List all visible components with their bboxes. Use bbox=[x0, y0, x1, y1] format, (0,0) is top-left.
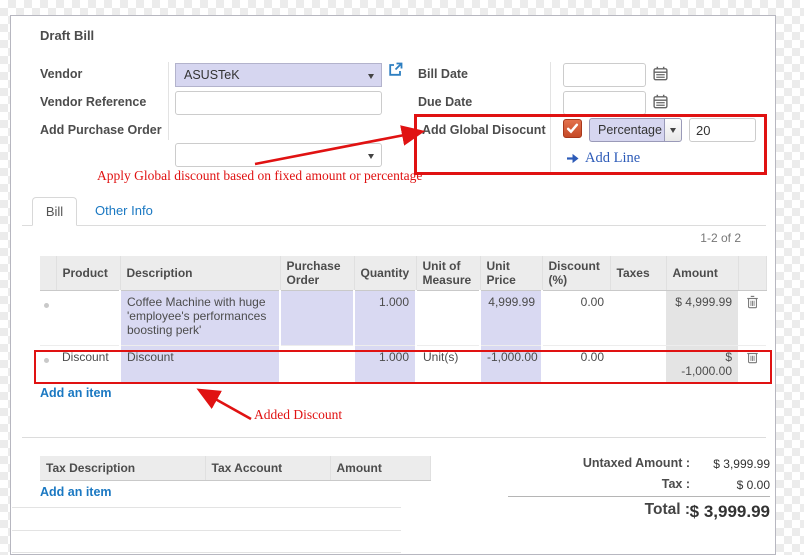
cell-taxes[interactable] bbox=[610, 291, 666, 346]
empty-row-line bbox=[12, 507, 401, 508]
discount-amount-input[interactable] bbox=[689, 118, 756, 142]
total-label: Total : bbox=[644, 501, 690, 518]
handle-column-header bbox=[40, 256, 56, 291]
untaxed-amount-value: $ 3,999.99 bbox=[713, 457, 770, 471]
cell-delete[interactable] bbox=[738, 346, 766, 383]
tab-other-info[interactable]: Other Info bbox=[95, 203, 153, 218]
cell-unit-price[interactable]: -1,000.00 bbox=[480, 346, 542, 383]
col-unit-of-measure: Unit of Measure bbox=[416, 256, 480, 291]
page-title: Draft Bill bbox=[40, 28, 95, 43]
tab-bill[interactable] bbox=[32, 197, 77, 226]
bill-date-label: Bill Date bbox=[418, 67, 469, 81]
cell-taxes[interactable] bbox=[610, 346, 666, 383]
arrow-right-icon bbox=[567, 153, 579, 164]
col-tax-amount: Amount bbox=[330, 456, 430, 481]
tax-label: Tax : bbox=[661, 477, 690, 491]
col-amount: Amount bbox=[666, 256, 738, 291]
col-taxes: Taxes bbox=[610, 256, 666, 291]
add-line-label: Add Line bbox=[585, 150, 641, 166]
lines-header-row bbox=[40, 256, 766, 291]
untaxed-amount-label: Untaxed Amount : bbox=[582, 456, 690, 470]
cell-unit-price[interactable]: 4,999.99 bbox=[480, 291, 542, 346]
vendor-select[interactable] bbox=[175, 63, 382, 87]
chevron-down-icon bbox=[368, 74, 374, 79]
add-line-link[interactable] bbox=[567, 150, 640, 167]
cell-discount[interactable]: 0.00 bbox=[542, 346, 610, 383]
empty-row-line bbox=[12, 552, 401, 553]
col-tax-description: Tax Description bbox=[40, 456, 205, 481]
tax-lines-table bbox=[40, 456, 431, 481]
cell-description[interactable]: Discount bbox=[120, 346, 280, 383]
vendor-reference-label: Vendor Reference bbox=[40, 95, 147, 109]
vendor-reference-input[interactable] bbox=[175, 91, 382, 115]
cell-uom[interactable] bbox=[416, 291, 480, 346]
cell-discount[interactable]: 0.00 bbox=[542, 291, 610, 346]
col-delete bbox=[738, 256, 766, 291]
global-discount-annotation: Apply Global discount based on fixed amount or percentage bbox=[97, 168, 423, 183]
global-discount-checkbox[interactable] bbox=[563, 119, 582, 138]
label-column-divider-right bbox=[550, 62, 551, 174]
section-divider bbox=[22, 437, 766, 438]
calendar-icon[interactable] bbox=[653, 66, 668, 81]
vendor-label: Vendor bbox=[40, 67, 83, 81]
col-product: Product bbox=[56, 256, 120, 291]
cell-uom[interactable]: Unit(s) bbox=[416, 346, 480, 383]
cell-quantity[interactable]: 1.000 bbox=[354, 291, 416, 346]
due-date-input[interactable] bbox=[563, 91, 646, 115]
col-discount: Discount (%) bbox=[542, 256, 610, 291]
cell-purchase-order[interactable] bbox=[280, 346, 354, 383]
checkmark-icon bbox=[566, 122, 579, 135]
pager: 1-2 of 2 bbox=[700, 231, 741, 245]
discount-type-select[interactable] bbox=[589, 118, 682, 142]
invoice-lines-table bbox=[40, 256, 767, 383]
discount-type-dropdown-button[interactable] bbox=[664, 118, 682, 142]
col-unit-price: Unit Price bbox=[480, 256, 542, 291]
cell-product[interactable]: Discount bbox=[56, 346, 120, 383]
tabs-bottom-border bbox=[22, 225, 766, 226]
drag-handle[interactable] bbox=[40, 291, 56, 346]
tax-add-item-link[interactable]: Add an item bbox=[40, 485, 112, 499]
bill-date-input[interactable] bbox=[563, 63, 646, 87]
chevron-down-icon bbox=[670, 128, 676, 133]
added-discount-annotation: Added Discount bbox=[254, 407, 343, 422]
tax-header-row bbox=[40, 456, 430, 481]
trash-icon[interactable] bbox=[746, 350, 759, 364]
table-row bbox=[40, 346, 766, 383]
due-date-label: Due Date bbox=[418, 95, 473, 109]
cell-purchase-order[interactable] bbox=[280, 291, 354, 346]
col-tax-account: Tax Account bbox=[205, 456, 330, 481]
calendar-icon[interactable] bbox=[653, 94, 668, 109]
drag-handle[interactable] bbox=[40, 346, 56, 383]
add-purchase-order-label: Add Purchase Order bbox=[40, 123, 162, 137]
cell-quantity[interactable]: 1.000 bbox=[354, 346, 416, 383]
col-purchase-order: Purchase Order bbox=[280, 256, 354, 291]
col-description: Description bbox=[120, 256, 280, 291]
tax-value: $ 0.00 bbox=[736, 478, 770, 492]
trash-icon[interactable] bbox=[746, 295, 759, 309]
cell-amount: $ 4,999.99 bbox=[666, 291, 738, 346]
col-quantity: Quantity bbox=[354, 256, 416, 291]
cell-description[interactable]: Coffee Machine with huge 'employee's performances boosting perk' bbox=[120, 291, 280, 346]
cell-delete[interactable] bbox=[738, 291, 766, 346]
empty-row-line bbox=[12, 530, 401, 531]
external-link-icon[interactable] bbox=[387, 61, 404, 78]
cell-amount: $ -1,000.00 bbox=[666, 346, 738, 383]
chevron-down-icon bbox=[368, 154, 374, 159]
add-item-link[interactable]: Add an item bbox=[40, 386, 112, 400]
discount-type-value: Percentage bbox=[589, 118, 664, 142]
label-column-divider bbox=[168, 62, 169, 140]
add-purchase-order-select[interactable] bbox=[175, 143, 382, 167]
global-discount-label: Add Global Disocunt bbox=[422, 123, 546, 137]
totals-divider bbox=[508, 496, 770, 497]
cell-product[interactable] bbox=[56, 291, 120, 346]
vendor-select-value: ASUSTeK bbox=[184, 68, 240, 82]
total-value: $ 3,999.99 bbox=[689, 502, 770, 521]
tab-bill-label: Bill bbox=[45, 204, 64, 219]
table-row bbox=[40, 291, 766, 346]
